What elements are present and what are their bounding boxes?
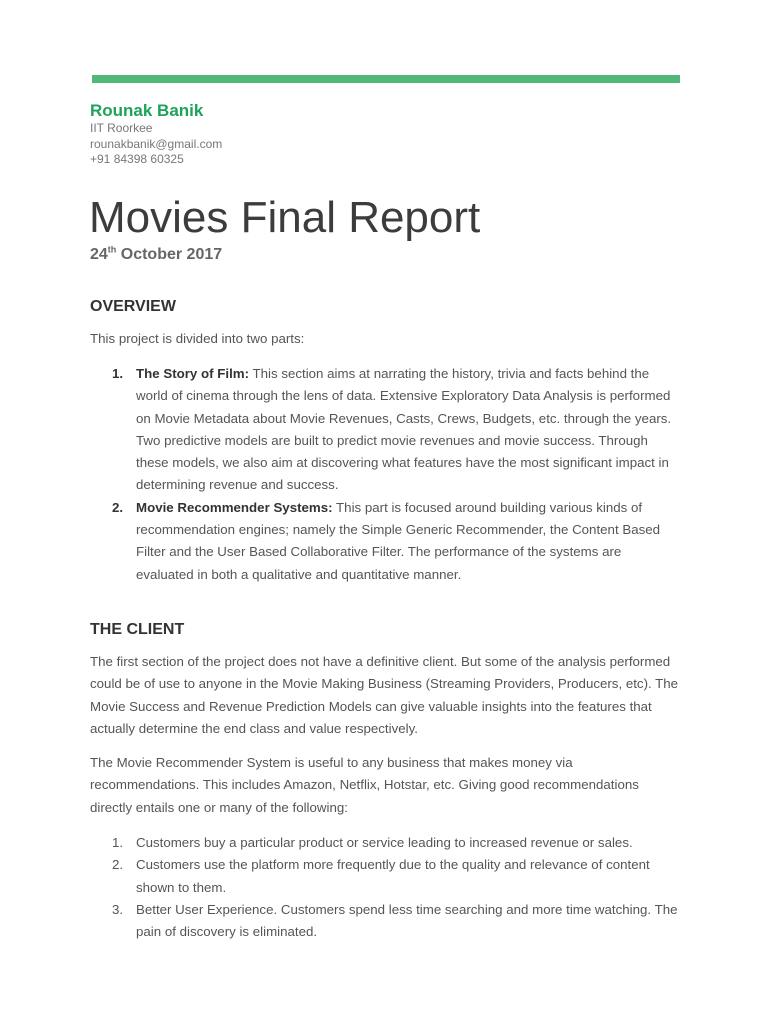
list-text: This section aims at narrating the history, trivia and facts behind the world of cinema through the lens of data. Extensive Exploratory Data Analysis is performed on Movie Metadata about Movie Revenues, Casts, Crews, Budgets, etc. through the years. Two predictive models are built to predict movie revenues and movie success. Through these models, we also aim at discovering what features have the most significant impact in determining revenue and success.	[136, 366, 672, 493]
client-list-item	[90, 832, 682, 854]
client-list	[90, 832, 682, 943]
list-text: Customers use the platform more frequently due to the quality and relevance of content shown to them.	[136, 857, 650, 895]
header-accent-rule	[92, 75, 680, 83]
list-term: Movie Recommender Systems:	[136, 499, 333, 515]
date-rest: October 2017	[120, 246, 223, 263]
author-institution: IIT Roorkee	[90, 121, 153, 135]
list-number: 3.	[112, 901, 124, 917]
list-term: The Story of Film:	[136, 366, 250, 381]
overview-intro: This project is divided into two parts:	[90, 331, 305, 346]
list-number: 2.	[112, 857, 124, 873]
client-list-item	[90, 899, 682, 944]
overview-list-item	[90, 497, 682, 586]
list-text: Better User Experience. Customers spend less time searching and more time watching. The pain of discovery is eliminated.	[136, 901, 678, 940]
overview-list	[90, 363, 682, 586]
list-text: Customers buy a particular product or service leading to increased revenue or sales.	[136, 835, 633, 850]
list-text: This part is focused around building various kinds of recommendation engines; namely the Simple Generic Recommender, the Content Based Filter and the User Based Collaborative Filter. The performance of the systems are evaluated in both a qualitative and quantitative manner.	[136, 499, 661, 582]
author-phone: +91 84398 60325	[90, 152, 184, 166]
date-day: 24	[90, 246, 108, 263]
client-list-item	[90, 854, 682, 899]
overview-list-item	[90, 363, 682, 497]
date-suffix: th	[107, 244, 117, 255]
client-paragraph-2: The Movie Recommender System is useful to any business that makes money via recommendations. This includes Amazon, Netflix, Hotstar, etc. Giving good recommendations directly entails one or many of the following:	[90, 755, 639, 815]
client-paragraph-1: The first section of the project does not have a definitive client. But some of the analysis performed could be of use to anyone in the Movie Making Business (Streaming Providers, Producers, etc). The Movie Success and Revenue Prediction Models can give valuable insights into the features that actually determine the end class and value respectively.	[90, 654, 679, 736]
author-email: rounakbanik@gmail.com	[90, 136, 223, 151]
section-heading-overview: OVERVIEW	[90, 298, 176, 315]
document-title: Movies Final Report	[89, 193, 481, 242]
list-number: 2.	[112, 499, 124, 515]
author-name: Rounak Banik	[90, 101, 204, 120]
document-date	[90, 245, 222, 265]
section-heading-client: THE CLIENT	[90, 621, 185, 638]
author-block	[90, 101, 222, 168]
list-number: 1.	[112, 835, 124, 850]
list-number: 1.	[112, 366, 124, 381]
